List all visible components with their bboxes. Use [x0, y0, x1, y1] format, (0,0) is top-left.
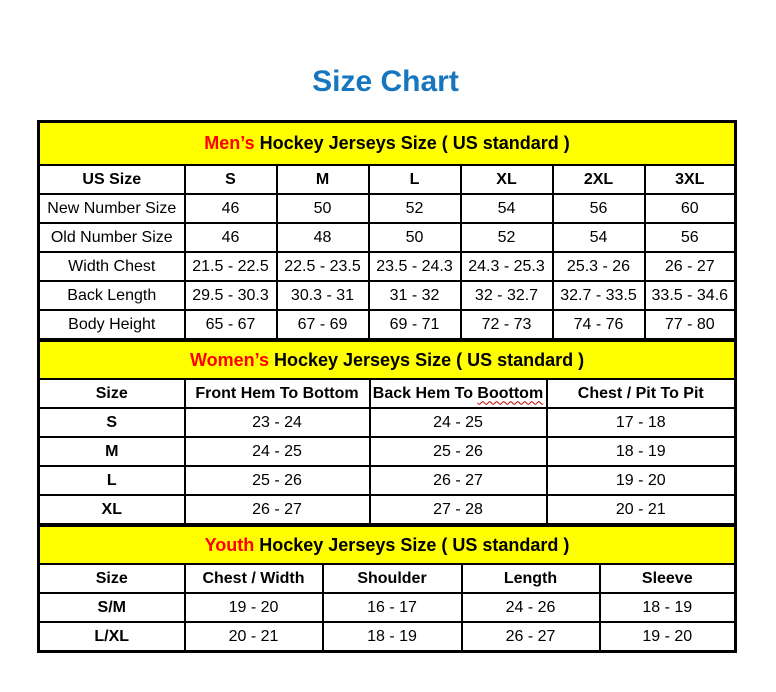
section-band-row — [39, 341, 736, 380]
size-value-cell: 32.7 - 33.5 — [553, 281, 645, 310]
size-value-cell: 46 — [185, 223, 277, 252]
size-value-cell: 29.5 - 30.3 — [185, 281, 277, 310]
row-label: S/M — [39, 593, 185, 622]
size-value-cell: 24 - 25 — [185, 437, 370, 466]
section-header-mens — [39, 122, 736, 166]
column-header: Chest / Pit To Pit — [547, 379, 736, 408]
size-table-mens — [37, 120, 737, 341]
column-header: Chest / Width — [185, 564, 323, 593]
table-row — [39, 252, 736, 281]
row-label: Back Length — [39, 281, 185, 310]
size-value-cell: 23.5 - 24.3 — [369, 252, 461, 281]
size-value-cell: 24 - 25 — [370, 408, 547, 437]
table-row — [39, 223, 736, 252]
size-value-cell: 31 - 32 — [369, 281, 461, 310]
table-row — [39, 593, 736, 622]
section-band-row — [39, 526, 736, 565]
size-value-cell: 54 — [553, 223, 645, 252]
size-value-cell: 24 - 26 — [462, 593, 600, 622]
section-accent-word: Youth — [204, 534, 255, 555]
size-value-cell: 50 — [369, 223, 461, 252]
size-value-cell: 25 - 26 — [370, 437, 547, 466]
table-row — [39, 281, 736, 310]
size-value-cell: 27 - 28 — [370, 495, 547, 525]
column-header: S — [185, 165, 277, 194]
row-label: L/XL — [39, 622, 185, 652]
size-value-cell: 26 - 27 — [185, 495, 370, 525]
column-header: Shoulder — [323, 564, 462, 593]
row-label: Old Number Size — [39, 223, 185, 252]
size-value-cell: 30.3 - 31 — [277, 281, 369, 310]
column-header: 3XL — [645, 165, 736, 194]
size-value-cell: 19 - 20 — [185, 593, 323, 622]
section-accent-word: Women’s — [189, 349, 269, 370]
size-value-cell: 25 - 26 — [185, 466, 370, 495]
page-title: Size Chart — [312, 65, 459, 98]
column-header: XL — [461, 165, 553, 194]
table-row — [39, 466, 736, 495]
size-value-cell: 26 - 27 — [370, 466, 547, 495]
row-label: Body Height — [39, 310, 185, 340]
section-title-rest: Hockey Jerseys Size ( US standard ) — [268, 349, 585, 370]
section-header-womens — [39, 341, 736, 380]
size-value-cell: 46 — [185, 194, 277, 223]
column-header — [370, 379, 547, 408]
size-table-womens — [37, 339, 737, 526]
column-header: L — [369, 165, 461, 194]
size-value-cell: 77 - 80 — [645, 310, 736, 340]
size-value-cell: 56 — [553, 194, 645, 223]
size-table-youth — [37, 524, 737, 653]
row-label: XL — [39, 495, 185, 525]
size-value-cell: 17 - 18 — [547, 408, 736, 437]
row-label: New Number Size — [39, 194, 185, 223]
size-value-cell: 65 - 67 — [185, 310, 277, 340]
size-value-cell: 56 — [645, 223, 736, 252]
table-row — [39, 622, 736, 652]
section-accent-word: Men’s — [204, 133, 255, 153]
size-value-cell: 54 — [461, 194, 553, 223]
column-header-row — [39, 165, 736, 194]
size-value-cell: 19 - 20 — [600, 622, 736, 652]
table-row — [39, 408, 736, 437]
size-value-cell: 52 — [369, 194, 461, 223]
size-tables-container — [37, 120, 734, 653]
section-title-rest: Hockey Jerseys Size ( US standard ) — [254, 133, 570, 153]
size-value-cell: 69 - 71 — [369, 310, 461, 340]
size-value-cell: 33.5 - 34.6 — [645, 281, 736, 310]
size-value-cell: 48 — [277, 223, 369, 252]
section-header-youth — [39, 526, 736, 565]
size-value-cell: 24.3 - 25.3 — [461, 252, 553, 281]
size-value-cell: 50 — [277, 194, 369, 223]
size-value-cell: 32 - 32.7 — [461, 281, 553, 310]
column-header: Size — [39, 379, 185, 408]
row-label: S — [39, 408, 185, 437]
size-value-cell: 18 - 19 — [323, 622, 462, 652]
size-value-cell: 67 - 69 — [277, 310, 369, 340]
column-header-row — [39, 379, 736, 408]
size-value-cell: 26 - 27 — [645, 252, 736, 281]
size-value-cell: 52 — [461, 223, 553, 252]
size-value-cell: 26 - 27 — [462, 622, 600, 652]
column-header-row — [39, 564, 736, 593]
size-value-cell: 20 - 21 — [185, 622, 323, 652]
column-header: 2XL — [553, 165, 645, 194]
size-value-cell: 60 — [645, 194, 736, 223]
row-label: L — [39, 466, 185, 495]
table-row — [39, 194, 736, 223]
column-header: Sleeve — [600, 564, 736, 593]
table-row — [39, 310, 736, 340]
size-value-cell: 18 - 19 — [600, 593, 736, 622]
row-label: Width Chest — [39, 252, 185, 281]
section-title-rest: Hockey Jerseys Size ( US standard ) — [254, 534, 570, 555]
table-row — [39, 437, 736, 466]
size-value-cell: 19 - 20 — [547, 466, 736, 495]
row-label: M — [39, 437, 185, 466]
size-value-cell: 25.3 - 26 — [553, 252, 645, 281]
header-text: Back Hem To — [372, 384, 478, 402]
size-value-cell: 20 - 21 — [547, 495, 736, 525]
size-value-cell: 72 - 73 — [461, 310, 553, 340]
size-value-cell: 16 - 17 — [323, 593, 462, 622]
size-value-cell: 21.5 - 22.5 — [185, 252, 277, 281]
size-value-cell: 74 - 76 — [553, 310, 645, 340]
column-header: M — [277, 165, 369, 194]
column-header: Length — [462, 564, 600, 593]
size-value-cell: 23 - 24 — [185, 408, 370, 437]
misspelled-word: Boottom — [477, 384, 544, 402]
column-header: Size — [39, 564, 185, 593]
size-value-cell: 22.5 - 23.5 — [277, 252, 369, 281]
table-row — [39, 495, 736, 525]
size-value-cell: 18 - 19 — [547, 437, 736, 466]
column-header: US Size — [39, 165, 185, 194]
column-header: Front Hem To Bottom — [185, 379, 370, 408]
section-band-row — [39, 122, 736, 166]
